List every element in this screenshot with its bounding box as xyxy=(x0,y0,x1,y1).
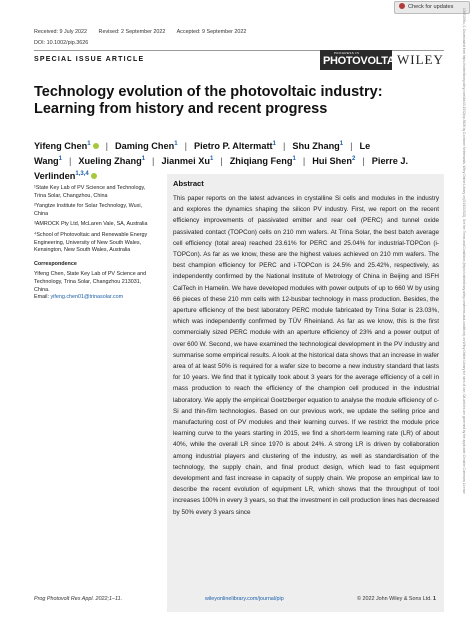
author[interactable] xyxy=(292,141,343,151)
author[interactable] xyxy=(115,141,178,151)
article-dates xyxy=(34,29,256,35)
affiliation: ¹State Key Lab of PV Science and Technology, Trina Solar, Changzhou, China xyxy=(34,185,146,199)
received-date: Received: 9 July 2022 xyxy=(34,29,88,35)
author[interactable] xyxy=(312,156,355,166)
author-name: Hui Shen xyxy=(312,156,353,167)
author-affiliation-ref: 1 xyxy=(141,156,146,163)
author-affiliation-ref: 1 xyxy=(87,141,91,147)
author-separator: | xyxy=(362,156,365,167)
correspondence-label: Correspondence xyxy=(34,260,77,267)
author-name: Pietro P. Altermatt xyxy=(193,141,273,152)
publisher-logo: WILEY xyxy=(397,52,444,67)
author-separator: | xyxy=(105,141,108,152)
author[interactable] xyxy=(34,141,99,151)
affiliations xyxy=(34,185,154,305)
footer-journal-link[interactable]: wileyonlinelibrary.com/journal/pip xyxy=(205,596,284,602)
page-number: 1 xyxy=(433,596,436,602)
author[interactable] xyxy=(78,156,145,166)
author-separator: | xyxy=(350,141,353,152)
affiliation: ²Yangtze Institute for Solar Technology, Wuxi, China xyxy=(34,203,143,217)
author-name: Pierre J. Verlinden xyxy=(34,156,409,182)
author-affiliation-ref: 1 xyxy=(58,156,63,163)
journal-logo xyxy=(320,50,412,70)
author-affiliation-ref: 1 xyxy=(339,141,344,147)
abstract-box xyxy=(167,174,444,612)
abstract-text: This paper reports on the latest advances in crystalline Si cells and modules in the industry and explores the dynamics shaping the silicon PV industry. First, we report on the recent efficiency improvements of passivated emitter and rear cell (PERC) and tunnel oxide passivated contact (TOPCon) cells on 210 mm wafers. At Trina Solar, the best batch average cell efficiency (total area) reached 23.61% for PERC and 25.04% for industrial-TOPCon (i-TOPCon). As far as we know, these are the highest values achieved on 210 mm wafers. The best champion efficiency for PERC and i-TOPCon is 24.5% and 25.42%, respectively, as independently confirmed by the National Institute of Metrology of China in Beijing and ISFH CalTech in Hamelin. We have developed modules with power outputs of up to 660 W by using 66 pieces of these 210 mm cells with 12-busbar technology in mass production. Besides, the aperture efficiency of the best laboratory PERC module fabricated by Trina Solar is 23.03%, which was independently confirmed by TÜV Rheinland. As far as we know, this is the first commercially sized PERC module with an aperture efficiency of 23% and a power output of over 600 W. Second, we have examined the technological development in the PV industry and summarise some empirical results. A look at the historical data shows that an increase in wafer area of at least 50% is required for a wafer size to become a new industry standard that lasts for 10 years. We find that it typically took about 3 years for the average efficiency of a cell in mass production to reach the efficiency of the champion cell produced in the industrial laboratory. We apply the empirical Goetzberger equation to analyse the module efficiency of c-Si and thin-film technologies. Based on our previous work, we update the selling price and manufacturing cost of PV modules and their learning curves. If we restrict the module price learning curve to the years starting in 2015, we find a short-term learning rate (LR) of about 40%, while the overall LR since 1970 is about 24%. A strong LR is driven by collaboration among industrial players and clustering of the industry, as well as standardisation of the technology, the supply chain, and final product design, which lead to fast equipment development and fast increase in capacity of supply chain. We propose an empirical law to describe the recent evolution of equipment LR, which shows that the throughput of tool increases 100% in every 3 years, so that the investment in cell production lines has decreased by 50% every 3 years since xyxy=(173,195,439,516)
article-type: SPECIAL ISSUE ARTICLE xyxy=(34,56,145,63)
orcid-icon[interactable] xyxy=(93,143,99,149)
email-link[interactable]: yifeng.chen01@trinasolar.com xyxy=(50,294,124,301)
author-name: Le Wang xyxy=(34,141,371,167)
author-name: Xueling Zhang xyxy=(78,156,142,167)
affiliation: ⁴School of Photovoltaic and Renewable Energy Engineering, University of New South Wales, Kensington, New South Wales, Australia xyxy=(34,231,148,254)
author-name: Shu Zhang xyxy=(292,141,340,152)
accepted-date: Accepted: 9 September 2022 xyxy=(176,29,247,35)
check-for-updates-label: Check for updates xyxy=(408,4,454,10)
author-name: Yifeng Chen xyxy=(34,141,88,152)
email-label: Email: xyxy=(34,294,49,301)
correspondence-address: Yifeng Chen, State Key Lab of PV Science and Technology, Trina Solar, Changzhou 213031, China. xyxy=(34,271,147,293)
journal-logo-big: PHOTOVOLTAICS xyxy=(323,55,412,67)
author-affiliation-ref: 1 xyxy=(209,156,214,163)
author-separator: | xyxy=(282,141,286,152)
author-affiliation-ref: 1,3,4 xyxy=(75,171,89,178)
abstract-heading: Abstract xyxy=(173,179,204,188)
update-icon xyxy=(399,3,405,9)
author-affiliation-ref: 1 xyxy=(272,141,276,147)
journal-logo-small: PROGRESS IN xyxy=(334,51,360,55)
author-affiliation-ref: 2 xyxy=(352,156,356,163)
revised-date: Revised: 2 September 2022 xyxy=(98,29,166,35)
doi: DOI: 10.1002/pip.3626 xyxy=(34,40,89,46)
author-name: Zhiqiang Feng xyxy=(229,156,293,167)
author-affiliation-ref: 1 xyxy=(292,156,296,163)
affiliation: ³AMROCK Pty Ltd, McLaren Vale, SA, Australia xyxy=(34,221,148,228)
correspondence-text xyxy=(34,271,154,301)
author-name: Jianmei Xu xyxy=(161,156,210,167)
download-notice: 10991590x, 0, Downloaded from https://onlinelibrary.wiley.com/doi/10.1002/pip.3626 by Cochrane Netherlands, Wiley Online Library on [04/10/2022]. See the Terms and Conditions (https://onlinelibrary.wiley.com/terms-and-conditions) on Wiley Online Library for rules of use; OA articles are governed by the applicable Creative Commons License xyxy=(462,8,466,494)
author[interactable] xyxy=(230,156,296,166)
author-separator: | xyxy=(184,141,187,152)
orcid-icon[interactable] xyxy=(91,173,97,179)
author-separator: | xyxy=(220,156,223,167)
author-separator: | xyxy=(152,156,155,167)
author[interactable] xyxy=(161,156,213,166)
author-separator: | xyxy=(302,156,306,167)
footer-journal: Prog Photovolt Res Appl. 2022;1–11. xyxy=(34,596,123,602)
author[interactable] xyxy=(194,141,276,151)
article-title: Technology evolution of the photovoltaic industry: Learning from history and recent progress xyxy=(34,84,383,117)
author-affiliation-ref: 1 xyxy=(174,141,178,147)
author-separator: | xyxy=(69,156,72,167)
author-name: Daming Chen xyxy=(115,141,175,152)
footer-copyright: © 2022 John Wiley & Sons Ltd. xyxy=(357,596,432,602)
